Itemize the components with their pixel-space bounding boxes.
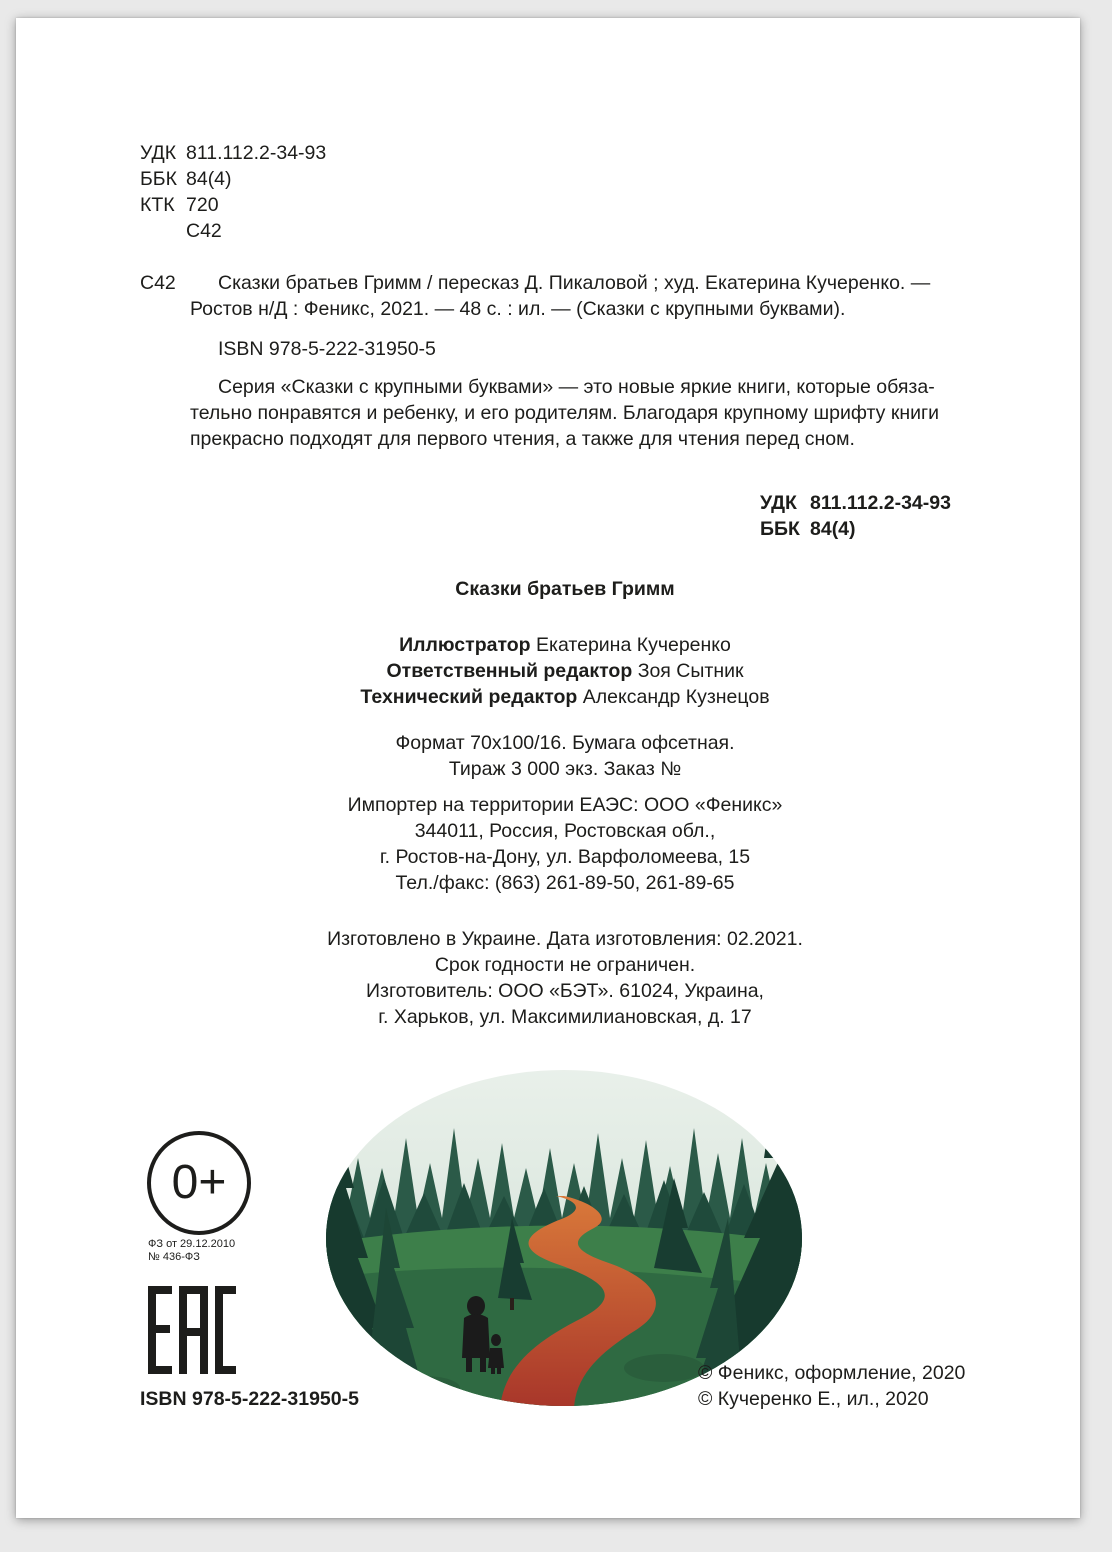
print-format: Формат 70x100/16. Бумага офсетная. xyxy=(395,732,735,754)
credit-name: Зоя Сытник xyxy=(637,660,744,682)
bbk-row xyxy=(140,166,232,192)
credit-tech-editor xyxy=(16,684,1112,710)
credit-name: Екатерина Кучеренко xyxy=(536,634,731,656)
bbk-right-row xyxy=(760,516,856,542)
udk-right-key: УДК xyxy=(760,492,797,514)
importer-line: 344011, Россия, Ростовская обл., xyxy=(414,820,716,842)
law-line-2: № 436-ФЗ xyxy=(148,1251,200,1263)
credit-role: Иллюстратор xyxy=(399,634,531,656)
print-info-block xyxy=(16,730,1112,782)
credit-editor xyxy=(16,658,1112,684)
manufacturer-block xyxy=(16,926,1112,1030)
title-block xyxy=(16,576,1112,602)
ktk-key: КТК xyxy=(140,194,175,216)
bib-line-2: Ростов н/Д : Феникс, 2021. — 48 с. : ил. — (Сказки с крупными буквами). xyxy=(190,298,846,320)
copyright-line-1: © Феникс, оформление, 2020 xyxy=(698,1362,966,1384)
credit-name: Александр Кузнецов xyxy=(582,686,770,708)
colophon-page xyxy=(16,18,1080,1518)
annotation-line-1: Серия «Сказки с крупными буквами» — это новые яркие книги, которые обяза- xyxy=(218,376,935,398)
age-rating-text: 0+ xyxy=(171,1156,227,1209)
udk-value: 811.112.2-34-93 xyxy=(186,142,327,164)
credits-block xyxy=(16,632,1112,710)
manufacturer-line: Изготовлено в Украине. Дата изготовления: 02.2021. xyxy=(327,928,803,950)
manufacturer-line: г. Харьков, ул. Максимилиановская, д. 17 xyxy=(378,1006,752,1028)
credit-illustrator xyxy=(16,632,1112,658)
print-run: Тираж 3 000 экз. Заказ № xyxy=(448,758,682,780)
bbk-value: 84(4) xyxy=(186,168,232,190)
credit-role: Ответственный редактор xyxy=(386,660,633,682)
author-mark-row xyxy=(140,218,222,244)
ktk-value: 720 xyxy=(186,194,219,216)
forest-illustration xyxy=(324,1068,804,1408)
eac-mark-icon xyxy=(146,1284,238,1376)
udk-right-row xyxy=(760,490,951,516)
credit-role: Технический редактор xyxy=(360,686,578,708)
copyright-line-2: © Кучеренко Е., ил., 2020 xyxy=(698,1388,929,1410)
author-mark: С42 xyxy=(186,220,222,242)
bbk-right-key: ББК xyxy=(760,518,800,540)
annotation-line-3: прекрасно подходят для первого чтения, а также для чтения перед сном. xyxy=(190,428,855,450)
bib-line-1: Сказки братьев Гримм / пересказ Д. Пикаловой ; худ. Екатерина Кучеренко. — xyxy=(218,272,931,294)
law-line-1: ФЗ от 29.12.2010 xyxy=(148,1238,236,1250)
bib-isbn: ISBN 978-5-222-31950-5 xyxy=(218,338,436,360)
importer-line: Тел./факс: (863) 261-89-50, 261-89-65 xyxy=(395,872,735,894)
importer-line: Импортер на территории ЕАЭС: ООО «Феникс» xyxy=(347,794,783,816)
bbk-key: ББК xyxy=(140,168,177,190)
ktk-row xyxy=(140,192,219,218)
bbk-right-value: 84(4) xyxy=(810,518,856,540)
age-rating-badge xyxy=(147,1131,251,1235)
isbn-bottom: ISBN 978-5-222-31950-5 xyxy=(140,1388,359,1410)
bib-mark: С42 xyxy=(140,272,176,294)
annotation-line-2: тельно понравятся и ребенку, и его родителям. Благодаря крупному шрифту книги xyxy=(190,402,940,424)
udk-row xyxy=(140,140,326,166)
importer-line: г. Ростов-на-Дону, ул. Варфоломеева, 15 xyxy=(379,846,751,868)
importer-block xyxy=(16,792,1112,896)
manufacturer-line: Срок годности не ограничен. xyxy=(434,954,696,976)
manufacturer-line: Изготовитель: ООО «БЭТ». 61024, Украина, xyxy=(366,980,764,1002)
udk-key: УДК xyxy=(140,142,177,164)
book-title: Сказки братьев Гримм xyxy=(455,578,675,600)
udk-right-value: 811.112.2-34-93 xyxy=(810,492,951,514)
